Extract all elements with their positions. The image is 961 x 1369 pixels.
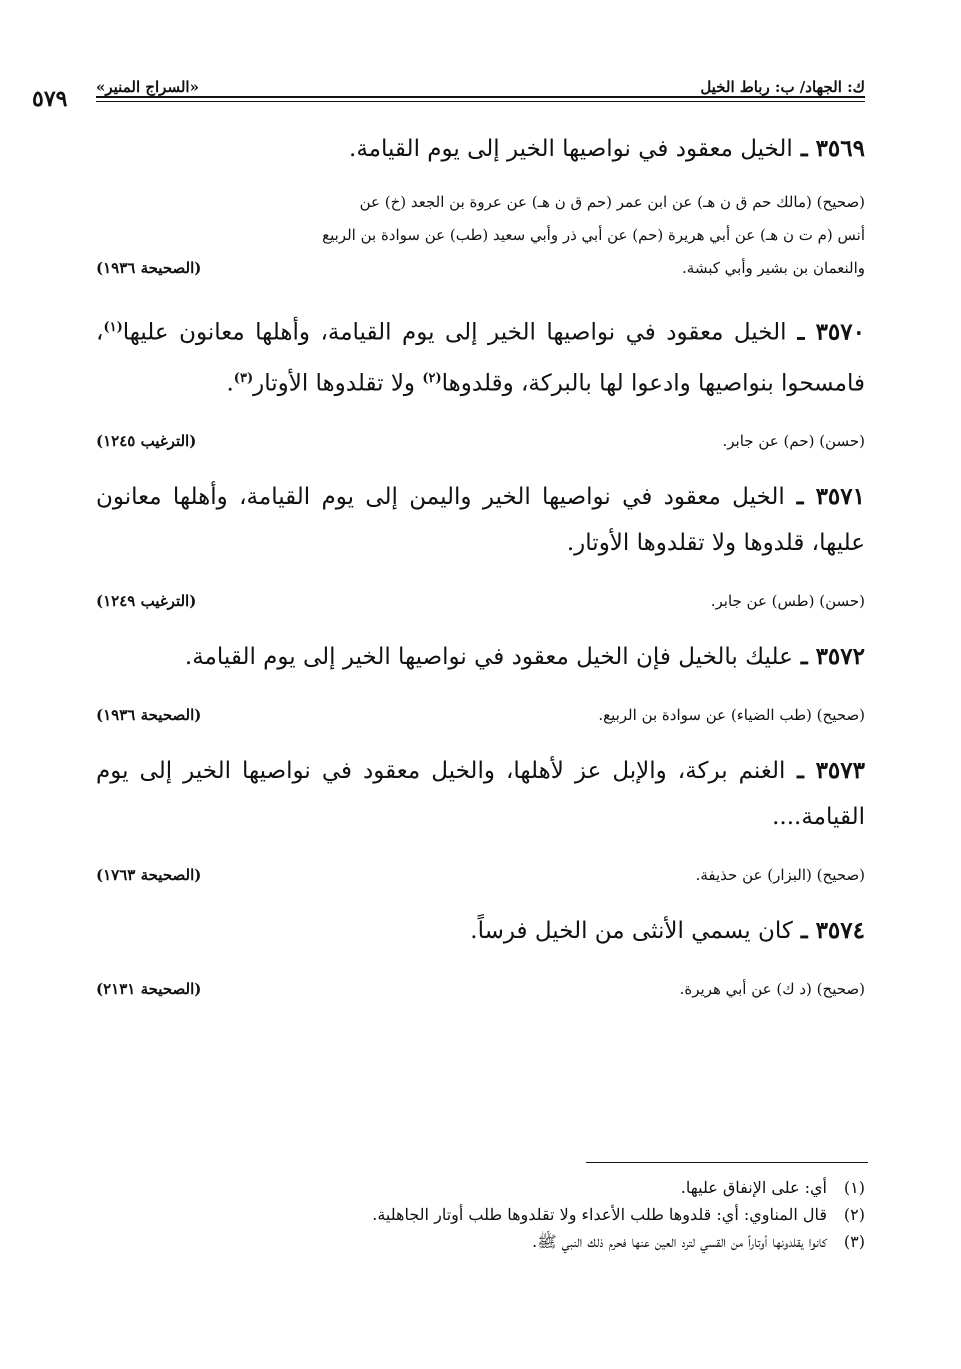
hadith-number: ٣٥٧٤ ـ — [800, 917, 865, 945]
hadith-body: الخيل معقود في نواصيها الخير واليمن إلى يوم القيامة، وأهلها معانون عليها، قلدوها ولا تقلدوها الأوتار. — [96, 484, 865, 557]
hadith-source — [96, 862, 865, 888]
hadith-reference: (الترغيب ١٢٤٩) — [96, 592, 197, 611]
hadith-body: الخيل معقود في نواصيها الخير إلى يوم القيامة. — [349, 136, 793, 162]
header-rule-thin — [96, 101, 865, 102]
footnote-item — [96, 1201, 865, 1228]
hadith-text — [96, 474, 865, 566]
hadith-entry — [96, 126, 865, 285]
source-text: (صحيح) (البزار) عن حذيفة. — [695, 866, 865, 885]
hadith-number: ٣٥٧٠ ـ — [797, 318, 865, 346]
header-rule — [96, 96, 865, 98]
hadith-reference: (الترغيب ١٢٤٥) — [96, 432, 197, 451]
page-number: ٥٧٩ — [32, 86, 68, 112]
hadith-reference: (الصحيحة ١٩٣٦) — [96, 259, 202, 277]
hadith-text — [96, 908, 865, 954]
hadith-entry — [96, 634, 865, 728]
hadith-reference: (الصحيحة ٢١٣١) — [96, 980, 202, 999]
hadith-source — [96, 588, 865, 614]
source-line: والنعمان بن بشير وأبي كبشة. — [682, 259, 865, 277]
hadith-number: ٣٥٧٣ ـ — [797, 757, 865, 785]
hadith-entry — [96, 305, 865, 454]
book-title: «السراج المنير» — [96, 78, 199, 96]
footnote-text: كانوا يقلدونها أوتاراً من القسي لترد العين عنها فحرم ذلك النبي ﷺ. — [532, 1232, 827, 1251]
hadith-number: ٣٥٧١ ـ — [796, 483, 865, 511]
footnote-text: أي: على الإنفاق عليها. — [680, 1178, 827, 1197]
hadith-reference: (الصحيحة ١٧٦٣) — [96, 866, 202, 885]
hadith-number: ٣٥٧٢ ـ — [800, 643, 865, 671]
hadith-source — [96, 428, 865, 454]
hadith-text — [96, 305, 865, 406]
source-text: (حسن) (حم) عن جابر. — [722, 432, 865, 451]
hadith-body-part: الخيل معقود في نواصيها الخير إلى يوم القيامة، وأهلها معانون عليها — [122, 319, 787, 346]
hadith-text — [96, 126, 865, 172]
footnote-separator — [586, 1162, 868, 1163]
footnote-marker[interactable]: (٣) — [233, 370, 254, 386]
footnotes — [96, 1174, 865, 1255]
footnote-text: قال المناوي: أي: قلدوها طلب الأعداء ولا تقلدوها طلب أوتار الجاهلية. — [372, 1205, 827, 1224]
hadith-number: ٣٥٦٩ ـ — [800, 135, 865, 162]
hadith-body-part: ، فامسحوا بنواصيها وادعوا لها بالبركة، وقلدوها — [96, 319, 865, 397]
footnote-marker[interactable]: (١) — [103, 320, 123, 335]
page-body — [96, 118, 865, 1002]
source-text: (صحيح) (د ك) عن أبي هريرة. — [679, 980, 865, 999]
hadith-body-part: ولا تقلدوها الأوتار — [253, 370, 423, 397]
footnote-number: (١) — [843, 1178, 865, 1197]
hadith-entry — [96, 474, 865, 614]
hadith-source — [96, 976, 865, 1002]
hadith-entry — [96, 748, 865, 888]
source-line: (صحيح) (مالك حم ق ن هـ) عن ابن عمر (حم ق ن هـ) عن عروة بن الجعد (خ) عن — [359, 193, 865, 211]
hadith-source — [96, 186, 865, 285]
hadith-body: عليك بالخيل فإن الخيل معقود في نواصيها الخير إلى يوم القيامة. — [184, 644, 793, 671]
footnote-marker[interactable]: (٢) — [422, 370, 442, 386]
hadith-body: الغنم بركة، والإبل عز لأهلها، والخيل معقود في نواصيها الخير إلى يوم القيامة.... — [96, 758, 865, 831]
footnote-item — [96, 1228, 865, 1255]
hadith-text — [96, 748, 865, 840]
hadith-body-part: . — [226, 370, 234, 397]
source-text: (حسن) (طس) عن جابر. — [710, 592, 865, 611]
footnote-number: (٢) — [843, 1205, 865, 1224]
hadith-reference: (الصحيحة ١٩٣٦) — [96, 706, 202, 725]
source-line: أنس (م ت ن هـ) عن أبي هريرة (حم) عن أبي ذر وأبي سعيد (طب) عن سوادة بن الربيع — [322, 226, 865, 244]
hadith-entry — [96, 908, 865, 1002]
footnote-item — [96, 1174, 865, 1201]
hadith-source — [96, 702, 865, 728]
hadith-text — [96, 634, 865, 680]
chapter-heading: ك: الجهاد/ ب: رباط الخيل — [700, 78, 865, 96]
source-text: (صحيح) (طب الضياء) عن سوادة بن الربيع. — [598, 706, 865, 725]
page-header — [96, 62, 865, 96]
hadith-body: كان يسمي الأنثى من الخيل فرساً. — [470, 918, 793, 945]
footnote-number: (٣) — [843, 1232, 865, 1251]
